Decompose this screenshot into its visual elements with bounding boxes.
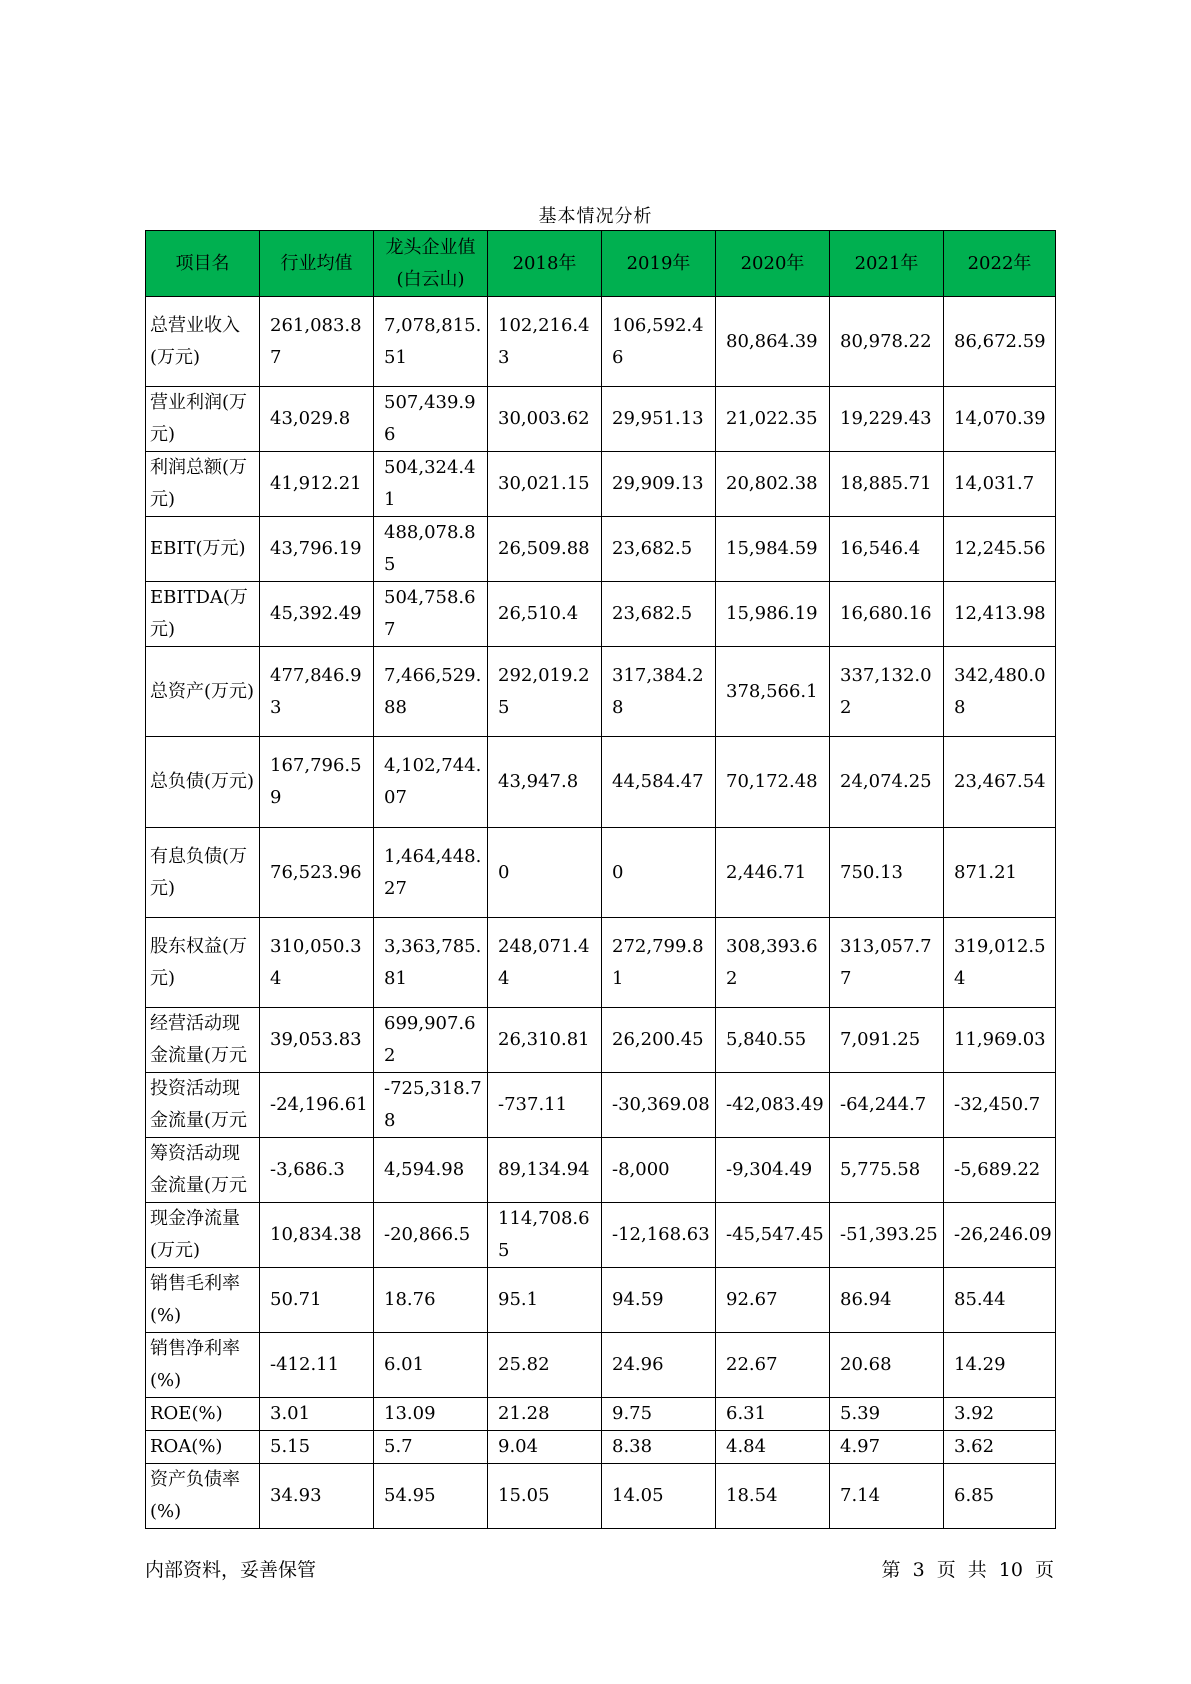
table-cell: -3,686.3 (260, 1138, 374, 1203)
table-row (146, 1073, 1056, 1138)
table-cell: 308,393.62 (716, 918, 830, 1008)
table-cell: 9.04 (488, 1431, 602, 1464)
row-label: 股东权益(万元) (146, 918, 260, 1008)
table-cell: 15.05 (488, 1464, 602, 1529)
row-label: 筹资活动现金流量(万元 (146, 1138, 260, 1203)
table-cell: 7,091.25 (830, 1008, 944, 1073)
table-cell: 45,392.49 (260, 582, 374, 647)
table-cell: 0 (488, 828, 602, 918)
table-cell: 95.1 (488, 1268, 602, 1333)
row-label: 营业利润(万元) (146, 387, 260, 452)
table-cell: 5.7 (374, 1431, 488, 1464)
table-cell: 26,310.81 (488, 1008, 602, 1073)
table-cell: 16,546.4 (830, 517, 944, 582)
table-cell: 871.21 (944, 828, 1056, 918)
table-cell: 86.94 (830, 1268, 944, 1333)
table-cell: 86,672.59 (944, 297, 1056, 387)
table-cell: 15,984.59 (716, 517, 830, 582)
row-label: ROE(%) (146, 1398, 260, 1431)
table-cell: -12,168.63 (602, 1203, 716, 1268)
column-header: 行业均值 (260, 231, 374, 297)
column-header: 项目名 (146, 231, 260, 297)
table-row (146, 1138, 1056, 1203)
table-cell: 14,031.7 (944, 452, 1056, 517)
table-cell: 39,053.83 (260, 1008, 374, 1073)
table-cell: 699,907.62 (374, 1008, 488, 1073)
column-header: 2019年 (602, 231, 716, 297)
table-row (146, 647, 1056, 737)
table-cell: 14,070.39 (944, 387, 1056, 452)
table-cell: 18.54 (716, 1464, 830, 1529)
table-row (146, 1464, 1056, 1529)
table-cell: 7.14 (830, 1464, 944, 1529)
table-cell: 337,132.02 (830, 647, 944, 737)
row-label: 总营业收入(万元) (146, 297, 260, 387)
table-row (146, 737, 1056, 828)
table-cell: 3.01 (260, 1398, 374, 1431)
table-cell: -725,318.78 (374, 1073, 488, 1138)
table-cell: 11,969.03 (944, 1008, 1056, 1073)
table-cell: 6.01 (374, 1333, 488, 1398)
table-cell: -45,547.45 (716, 1203, 830, 1268)
table-cell: 29,951.13 (602, 387, 716, 452)
table-cell: 41,912.21 (260, 452, 374, 517)
table-cell: 106,592.46 (602, 297, 716, 387)
table-row (146, 1333, 1056, 1398)
table-cell: 114,708.65 (488, 1203, 602, 1268)
table-cell: -20,866.5 (374, 1203, 488, 1268)
table-cell: -9,304.49 (716, 1138, 830, 1203)
table-cell: 9.75 (602, 1398, 716, 1431)
table-row (146, 1203, 1056, 1268)
table-cell: -737.11 (488, 1073, 602, 1138)
table-cell: 20.68 (830, 1333, 944, 1398)
footer-confidential-note: 内部资料，妥善保管 (145, 1559, 317, 1581)
row-label: 总负债(万元) (146, 737, 260, 828)
table-cell: 16,680.16 (830, 582, 944, 647)
table-cell: 378,566.1 (716, 647, 830, 737)
table-cell: 6.85 (944, 1464, 1056, 1529)
table-cell: 7,466,529.88 (374, 647, 488, 737)
table-cell: 488,078.85 (374, 517, 488, 582)
table-cell: 23,682.5 (602, 517, 716, 582)
table-cell: 24,074.25 (830, 737, 944, 828)
table-title: 基本情况分析 (538, 206, 653, 227)
table-cell: 43,947.8 (488, 737, 602, 828)
table-cell: 12,245.56 (944, 517, 1056, 582)
table-cell: 23,682.5 (602, 582, 716, 647)
table-cell: 24.96 (602, 1333, 716, 1398)
column-header: 龙头企业值(白云山) (374, 231, 488, 297)
table-cell: 26,509.88 (488, 517, 602, 582)
table-cell: 92.67 (716, 1268, 830, 1333)
table-cell: -42,083.49 (716, 1073, 830, 1138)
row-label: 经营活动现金流量(万元 (146, 1008, 260, 1073)
table-cell: 5,840.55 (716, 1008, 830, 1073)
table-row (146, 1431, 1056, 1464)
table-cell: 4,594.98 (374, 1138, 488, 1203)
table-cell: 70,172.48 (716, 737, 830, 828)
row-label: EBIT(万元) (146, 517, 260, 582)
table-cell: 342,480.08 (944, 647, 1056, 737)
table-cell: 272,799.81 (602, 918, 716, 1008)
table-cell: 76,523.96 (260, 828, 374, 918)
table-cell: 14.05 (602, 1464, 716, 1529)
table-cell: 313,057.77 (830, 918, 944, 1008)
table-cell: 19,229.43 (830, 387, 944, 452)
table-cell: -5,689.22 (944, 1138, 1056, 1203)
table-row (146, 1268, 1056, 1333)
table-cell: 0 (602, 828, 716, 918)
table-row (146, 1398, 1056, 1431)
row-label: 销售毛利率(%) (146, 1268, 260, 1333)
table-cell: 44,584.47 (602, 737, 716, 828)
row-label: 销售净利率(%) (146, 1333, 260, 1398)
table-cell: 310,050.34 (260, 918, 374, 1008)
table-cell: 54.95 (374, 1464, 488, 1529)
table-cell: 43,796.19 (260, 517, 374, 582)
table-cell: 248,071.44 (488, 918, 602, 1008)
row-label: 利润总额(万元) (146, 452, 260, 517)
table-row (146, 1008, 1056, 1073)
table-cell: -26,246.09 (944, 1203, 1056, 1268)
table-cell: 507,439.96 (374, 387, 488, 452)
table-cell: 102,216.43 (488, 297, 602, 387)
table-cell: -412.11 (260, 1333, 374, 1398)
table-cell: -8,000 (602, 1138, 716, 1203)
table-cell: 317,384.28 (602, 647, 716, 737)
table-row (146, 582, 1056, 647)
table-cell: 30,021.15 (488, 452, 602, 517)
table-cell: 3.62 (944, 1431, 1056, 1464)
row-label: ROA(%) (146, 1431, 260, 1464)
table-cell: 89,134.94 (488, 1138, 602, 1203)
column-header: 2022年 (944, 231, 1056, 297)
table-cell: 261,083.87 (260, 297, 374, 387)
table-cell: 50.71 (260, 1268, 374, 1333)
financial-table (145, 230, 1056, 1529)
table-cell: 6.31 (716, 1398, 830, 1431)
table-cell: 94.59 (602, 1268, 716, 1333)
table-cell: 80,864.39 (716, 297, 830, 387)
table-cell: -30,369.08 (602, 1073, 716, 1138)
row-label: 投资活动现金流量(万元 (146, 1073, 260, 1138)
table-cell: -32,450.7 (944, 1073, 1056, 1138)
table-row (146, 297, 1056, 387)
column-header: 2021年 (830, 231, 944, 297)
table-cell: 43,029.8 (260, 387, 374, 452)
row-label: 现金净流量(万元) (146, 1203, 260, 1268)
table-cell: 30,003.62 (488, 387, 602, 452)
table-cell: 3.92 (944, 1398, 1056, 1431)
table-cell: 25.82 (488, 1333, 602, 1398)
table-cell: 319,012.54 (944, 918, 1056, 1008)
table-cell: 80,978.22 (830, 297, 944, 387)
table-cell: 18,885.71 (830, 452, 944, 517)
row-label: 总资产(万元) (146, 647, 260, 737)
header-row (146, 231, 1056, 297)
table-cell: 13.09 (374, 1398, 488, 1431)
column-header: 2020年 (716, 231, 830, 297)
table-row (146, 452, 1056, 517)
table-cell: 167,796.59 (260, 737, 374, 828)
table-cell: 4,102,744.07 (374, 737, 488, 828)
table-cell: 504,324.41 (374, 452, 488, 517)
table-cell: 1,464,448.27 (374, 828, 488, 918)
table-cell: 5,775.58 (830, 1138, 944, 1203)
table-row (146, 517, 1056, 582)
table-cell: 4.97 (830, 1431, 944, 1464)
footer-page-number: 第 3 页 共 10 页 (881, 1559, 1054, 1581)
table-cell: 85.44 (944, 1268, 1056, 1333)
table-body (146, 297, 1056, 1529)
table-cell: 292,019.25 (488, 647, 602, 737)
table-cell: 7,078,815.51 (374, 297, 488, 387)
table-cell: 14.29 (944, 1333, 1056, 1398)
table-cell: 3,363,785.81 (374, 918, 488, 1008)
table-cell: 5.39 (830, 1398, 944, 1431)
table-cell: 26,510.4 (488, 582, 602, 647)
table-cell: 477,846.93 (260, 647, 374, 737)
table-cell: 22.67 (716, 1333, 830, 1398)
table-cell: 4.84 (716, 1431, 830, 1464)
table-row (146, 828, 1056, 918)
table-cell: 21.28 (488, 1398, 602, 1431)
table-cell: 8.38 (602, 1431, 716, 1464)
table-row (146, 387, 1056, 452)
table-cell: 18.76 (374, 1268, 488, 1333)
table-cell: 5.15 (260, 1431, 374, 1464)
table-cell: 504,758.67 (374, 582, 488, 647)
table-cell: 12,413.98 (944, 582, 1056, 647)
table-cell: 29,909.13 (602, 452, 716, 517)
table-row (146, 918, 1056, 1008)
table-cell: -51,393.25 (830, 1203, 944, 1268)
column-header: 2018年 (488, 231, 602, 297)
row-label: 有息负债(万元) (146, 828, 260, 918)
table-cell: -64,244.7 (830, 1073, 944, 1138)
table-cell: 21,022.35 (716, 387, 830, 452)
table-cell: 20,802.38 (716, 452, 830, 517)
table-cell: 15,986.19 (716, 582, 830, 647)
row-label: 资产负债率(%) (146, 1464, 260, 1529)
table-cell: 34.93 (260, 1464, 374, 1529)
table-cell: 23,467.54 (944, 737, 1056, 828)
table-cell: 2,446.71 (716, 828, 830, 918)
row-label: EBITDA(万元) (146, 582, 260, 647)
table-cell: 750.13 (830, 828, 944, 918)
table-cell: -24,196.61 (260, 1073, 374, 1138)
table-cell: 10,834.38 (260, 1203, 374, 1268)
table-cell: 26,200.45 (602, 1008, 716, 1073)
